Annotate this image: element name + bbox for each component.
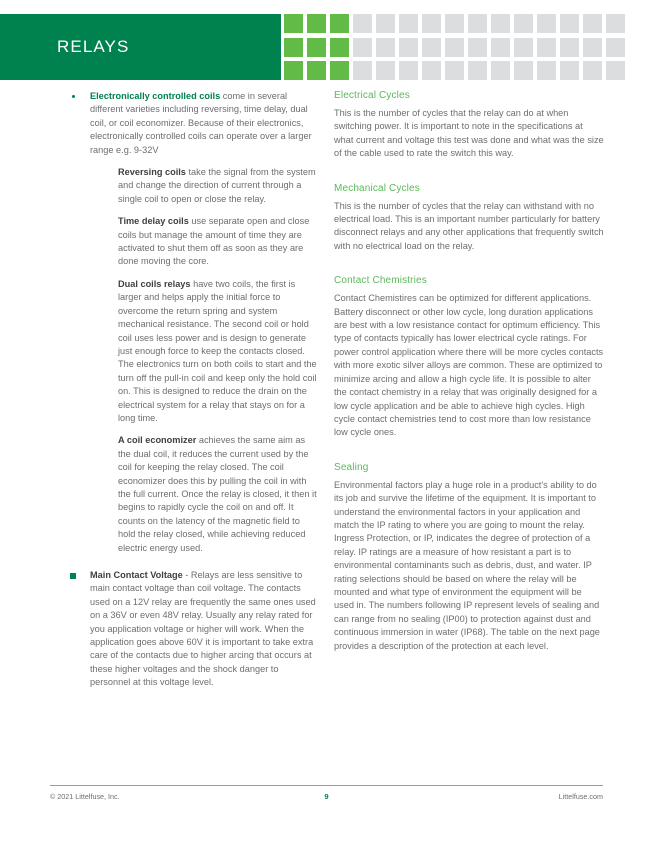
section-body-text: Environmental factors play a huge role in a product's ability to do its job and survive the lifetime of the equipment. It is important to understand the environmental factors in your application and match the IP rating to where you are going to mount the relay. Ingress Protection, or IP, indicates the degree of protection of a relay. IP ratings are a measure of how resistant a part is to environmental contaminants such as debris, dust, and water. IP rating selections should be based on where the relay will be mounted and what type of environment the equipment will be used in. The numbers following IP represent levels of sealing and can range from no sealing (IP00) to protection against dust and continuous immersion in water (IP68). The table on the next page provides a description of the protection at each level.: [334, 479, 600, 651]
bullet-body-text: come in several different varieties including reversing, time delay, dual coil, or coil economizer. Because of their electronics, electronically controlled coils can operate over a larger range e.g. 9-32V: [90, 91, 312, 155]
sub-paragraph: [118, 278, 318, 425]
page-title: RELAYS: [57, 37, 130, 56]
header-grid-cell-gray: [399, 14, 418, 33]
page-footer: [50, 785, 603, 816]
right-column: [334, 90, 604, 675]
bullet-lead-term: Main Contact Voltage: [90, 570, 183, 580]
header-grid-cell-gray: [606, 38, 625, 57]
header-grid-row: [284, 61, 653, 80]
header-grid-cell-gray: [583, 38, 602, 57]
section-heading: Electrical Cycles: [334, 90, 410, 101]
section-body-text: This is the number of cycles that the relay can do at when switching power. It is important to note in the specifications at what current and voltage this test was done and what was the size of the cable used to rate the switch this way.: [334, 108, 604, 159]
header-grid-cell-gray: [537, 14, 556, 33]
header-grid-cell-gray: [468, 61, 487, 80]
header-grid-cell-gray: [560, 38, 579, 57]
sub-paragraph-lead-term: Dual coils relays: [118, 278, 191, 289]
section-heading: Contact Chemistries: [334, 275, 427, 287]
footer-website[interactable]: Littelfuse.com: [558, 792, 603, 801]
bullet-dot-icon: [72, 95, 75, 98]
header-grid-cell-green: [284, 38, 303, 57]
header-grid-cell-gray: [422, 14, 441, 33]
header-grid-row: [284, 38, 653, 57]
header-grid-cell-gray: [491, 61, 510, 80]
header-green-band: [0, 14, 281, 80]
header-grid-cell-gray: [422, 61, 441, 80]
header-grid-cell-gray: [491, 38, 510, 57]
header-grid-cell-gray: [353, 38, 372, 57]
bullet-square-icon: [70, 573, 76, 579]
bullet-item: [68, 569, 318, 690]
sub-paragraph-group: [118, 166, 318, 555]
sub-paragraph-lead-term: A coil economizer: [118, 435, 197, 446]
header-grid-cell-gray: [514, 38, 533, 57]
header-grid-cell-gray: [491, 14, 510, 33]
bullet-body-text: - Relays are less sensitive to main contact voltage than coil voltage. The contacts used on a 12V relay are frequently the same ones used on a 36V or even 48V relay. Usually any relay rated for you application voltage or higher will work. When the application goes above 60V it is important to take extra care of the contacts due to higher arcing that occurs at these higher voltages and the shock danger to personnel at this voltage level.: [90, 570, 316, 688]
header-grid-cell-gray: [606, 61, 625, 80]
sub-paragraph-lead-term: Reversing coils: [118, 167, 186, 178]
header-grid-cell-gray: [583, 14, 602, 33]
header-grid-cell-gray: [583, 61, 602, 80]
header-grid-cell-green: [284, 14, 303, 33]
header-grid-cell-gray: [376, 14, 395, 33]
section-heading: Mechanical Cycles: [334, 182, 420, 194]
header-grid-cell-green: [307, 38, 326, 57]
header-grid-cell-gray: [560, 61, 579, 80]
bullet-item: [68, 90, 318, 555]
header-grid-cell-gray: [445, 38, 464, 57]
page-header: [0, 14, 653, 80]
bullet-lead-term: Electronically controlled coils: [90, 91, 221, 101]
sub-paragraph-lead-term: Time delay coils: [118, 216, 189, 227]
section-body-text: This is the number of cycles that the relay can withstand with no electrical load. This is an important number particularly for battery disconnect relays and any other applications that frequently switch with no electrical load on the relay.: [334, 200, 604, 251]
header-grid-cell-gray: [376, 38, 395, 57]
header-grid-cell-gray: [353, 61, 372, 80]
header-grid-cell-gray: [468, 38, 487, 57]
header-grid-cell-gray: [422, 38, 441, 57]
header-grid-cell-green: [307, 14, 326, 33]
header-grid-cell-gray: [537, 61, 556, 80]
section-body-text: Contact Chemistires can be optimized for different applications. Battery disconnect or other low cycle, long duration applications are best with a low resistance contact for optimum efficiency. This type of contacts typically has lower electrical cycle ratings. For power control application where there will be more cycles contacts with more exotic silver alloys are common. These are optimized to minimize arcing and allow a high cycle life. It is possible to alter the contact chemistry in a relay that was originally designed for a low cycle application and be able to achieve high cycles. High cycle contact chemistries tend to cost more than low resistance low cycle ones.: [334, 293, 604, 438]
header-grid-cell-green: [330, 14, 349, 33]
sub-paragraph: [118, 434, 318, 555]
header-grid-cell-gray: [353, 14, 372, 33]
header-grid-cell-green: [284, 61, 303, 80]
footer-page-number: 9: [324, 792, 329, 801]
section-heading: Sealing: [334, 461, 369, 473]
sub-paragraph: [118, 215, 318, 269]
header-grid-cell-gray: [445, 14, 464, 33]
sub-paragraph: [118, 166, 318, 206]
sub-paragraph-body-text: achieves the same aim as the dual coil, it reduces the current used by the coil for keeping the relay closed. The coil economizer does this by pulling the coil in with the full current. Once the relay is closed, it then it begins to rapidly cycle the coil on and off. It counts on the latency of the magnetic field to hold the relay closed, while achieving reduced electric energy used.: [118, 435, 317, 553]
header-grid-cell-gray: [606, 14, 625, 33]
header-grid-cell-gray: [399, 38, 418, 57]
header-grid-cell-green: [330, 38, 349, 57]
sub-paragraph-body-text: take the signal from the system and change the direction of current through a single coil to open or close the relay.: [118, 167, 316, 204]
header-grid-cell-green: [330, 61, 349, 80]
header-grid-cell-gray: [399, 61, 418, 80]
bullet-paragraph: [90, 569, 318, 690]
header-grid-cell-gray: [468, 14, 487, 33]
left-column: [68, 90, 318, 696]
header-grid-cell-gray: [514, 61, 533, 80]
header-square-grid: [284, 14, 653, 80]
footer-copyright: © 2021 Littelfuse, Inc.: [50, 792, 120, 801]
header-grid-cell-gray: [514, 14, 533, 33]
header-grid-row: [284, 14, 653, 33]
sub-paragraph-body-text: use separate open and close coils but manage the amount of time they are activated to shut them off as soon as they are done moving the core.: [118, 216, 310, 267]
header-grid-cell-gray: [537, 38, 556, 57]
header-grid-cell-gray: [445, 61, 464, 80]
header-grid-cell-gray: [376, 61, 395, 80]
sub-paragraph-body-text: have two coils, the first is larger and helps apply the initial force to overcome the return spring and system mechanical resistance. The second coil or hold coil uses less power and is design to generate just enough force to keep the contacts closed. The electronics turn on both coils to start and the turn off the pull-in coil and keep only the hold coil on. This is designed to reduce the drain on the electrical system for a relay that stays on for a long time.: [118, 278, 317, 423]
header-grid-cell-green: [307, 61, 326, 80]
bullet-paragraph: [90, 90, 318, 157]
header-grid-cell-gray: [560, 14, 579, 33]
